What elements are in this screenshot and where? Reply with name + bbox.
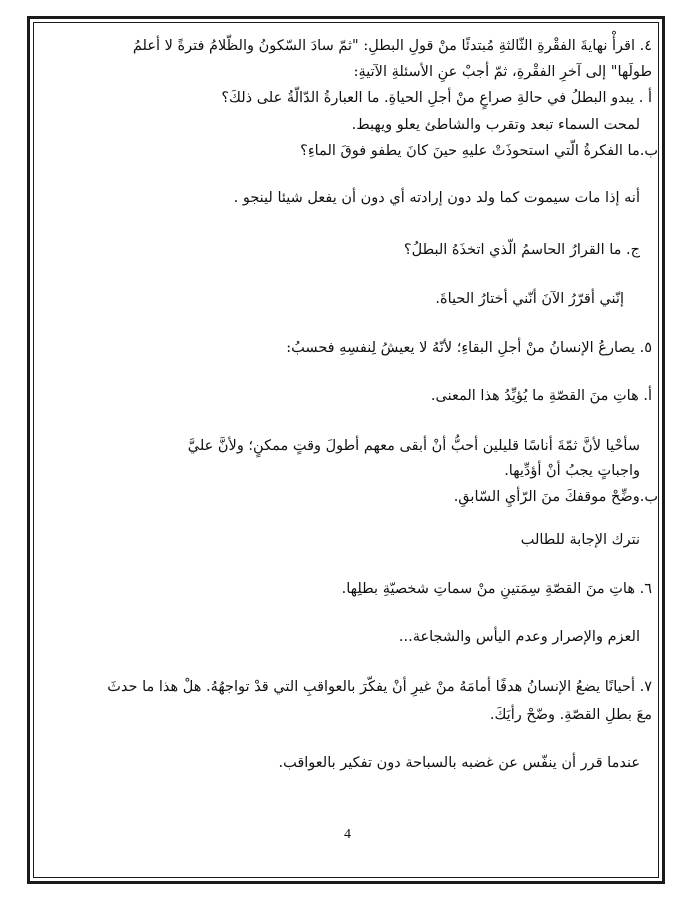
answer-5b: نترك الإجابة للطالب bbox=[520, 532, 640, 548]
answer-6: العزم والإصرار وعدم اليأس والشجاعة... bbox=[398, 629, 640, 645]
answer-5a-line-2: واجباتٍ يجبُ أنْ أؤدِّيها. bbox=[504, 463, 640, 479]
question-5a: أ. هاتِ منَ القصّةِ ما يُؤيِّدُ هذا المعنى. bbox=[430, 388, 652, 404]
question-4c: ج. ما القرارُ الحاسمُ الّذي اتخذَهُ البطلُ؟ bbox=[403, 242, 640, 258]
answer-4a: لمحت السماء تبعد وتقرب والشاطئ يعلو ويهبط. bbox=[351, 117, 640, 133]
answer-7: عندما قرر أن ينفّس عن غضبه بالسباحة دون تفكير بالعواقب. bbox=[278, 755, 640, 771]
question-4b: ب.ما الفكرةُ الّتي استحوذَتْ عليهِ حينَ كانَ يطفو فوقَ الماءِ؟ bbox=[300, 143, 658, 159]
question-7-line-2: معَ بطلِ القصّةِ. وضّحْ رأيَكَ. bbox=[489, 707, 652, 723]
question-7-line-1: ٧. أحيانًا يضعُ الإنسانُ هدفًا أمامَهُ منْ غيرِ أنْ يفكّرَ بالعواقبِ التي قدْ تواجهُهُ. هلْ هذا ما حدثَ bbox=[107, 679, 652, 695]
answer-4c: إنّني أقرّرُ الآنَ أنّني أختارُ الحياةَ. bbox=[435, 291, 624, 307]
question-6: ٦. هاتِ منَ القصّةِ سِمَتينِ منْ سماتِ شخصيّةِ بطلِها. bbox=[341, 581, 652, 597]
answer-5a-line-1: سأحْيا لأنَّ ثمّةَ أناسًا قليلين أحبُّ أنْ أبقى معهم أطولَ وقتٍ ممكنٍ؛ ولأنَّ عليَّ bbox=[187, 438, 640, 454]
question-4a: أ . يبدو البطلُ في حالةِ صراعٍ منْ أجلِ الحياةِ. ما العبارةُ الدّالّةُ على ذلكَ؟ bbox=[221, 90, 652, 106]
question-5b: ب.وضِّحْ موقفكَ منَ الرّأيِ السّابقِ. bbox=[453, 489, 658, 505]
question-5: ٥. يصارعُ الإنسانُ منْ أجلِ البقاءِ؛ لأنّهُ لا يعيشُ لِنفسِهِ فحسبُ: bbox=[286, 340, 652, 356]
question-4-prompt-line-2: طولَها" إلى آخرِ الفقْرةِ، ثمّ أجبْ عنِ الأسئلةِ الآتيةِ: bbox=[353, 64, 652, 80]
question-4-prompt-line-1: ٤. اقرأْ نهايةَ الفقْرةِ الثّالثةِ مُبتدئًا منْ قولِ البطلِ: "ثمّ سادَ السّكونُ والظّلامُ فترةً لا أعلمُ bbox=[132, 38, 652, 54]
answer-4b: أنه إذا مات سيموت كما ولد دون إرادته أي دون أن يفعل شيئا لينجو . bbox=[233, 190, 640, 206]
document-body bbox=[40, 0, 658, 900]
page-number: 4 bbox=[344, 827, 351, 842]
